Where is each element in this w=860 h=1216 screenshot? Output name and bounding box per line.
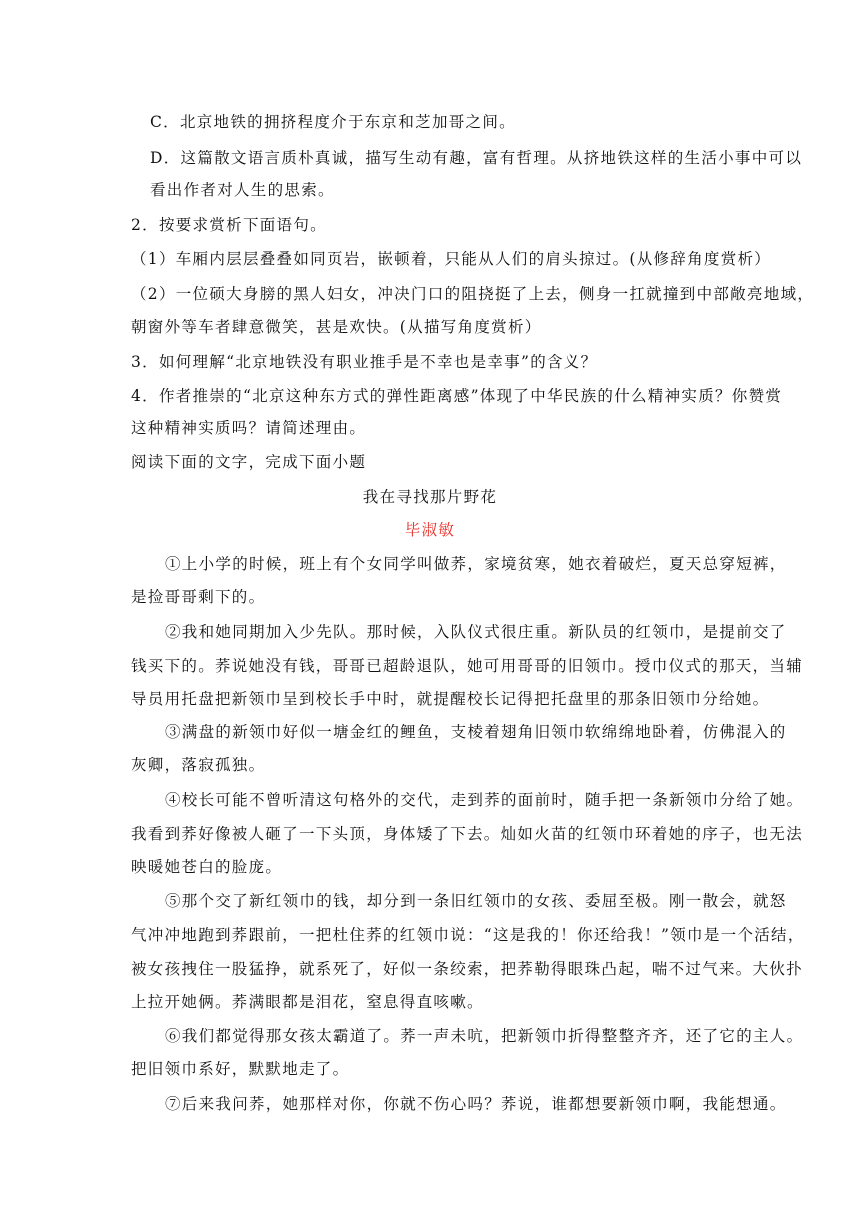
paragraph-4-line-3: 映暖她苍白的脸庞。 bbox=[131, 858, 283, 876]
question-2-part-2: （2）一位硕大身膀的黑人妇女，冲决门口的阻挠挺了上去，侧身一扛就撞到中部敞亮地域， bbox=[131, 285, 815, 303]
option-d-continued: 看出作者对人生的思索。 bbox=[150, 181, 335, 199]
paragraph-5: ⑤那个交了新红领巾的钱，却分到一条旧红领巾的女孩、委屈至极。刚一散会，就怒 bbox=[165, 892, 787, 910]
paragraph-7: ⑦后来我问荞，她那样对你，你就不伤心吗？荞说，谁都想要新领巾啊，我能想通。 bbox=[165, 1095, 787, 1113]
paragraph-5-line-3: 被女孩拽住一股猛挣，就系死了，好似一条绞索，把荞勒得眼珠凸起，喘不过气来。大伙扑 bbox=[131, 960, 804, 978]
paragraph-4: ④校长可能不曾听清这句格外的交代，走到荞的面前时，随手把一条新领巾分给了她。 bbox=[165, 791, 804, 809]
paragraph-1-continued: 是捡哥哥剩下的。 bbox=[131, 588, 266, 606]
article-title: 我在寻找那片野花 bbox=[362, 488, 498, 506]
paragraph-2-line-3: 导员用托盘把新领巾呈到校长手中时，就提醒校长记得把托盘里的那条旧领巾分给她。 bbox=[131, 690, 770, 708]
paragraph-6-continued: 把旧领巾系好，默默地走了。 bbox=[131, 1060, 350, 1078]
paragraph-3-continued: 灰卿，落寂孤独。 bbox=[131, 756, 266, 774]
option-c: C．北京地铁的拥挤程度介于东京和芝加哥之间。 bbox=[150, 113, 516, 131]
question-3: 3．如何理解“北京地铁没有职业推手是不幸也是幸事”的含义？ bbox=[131, 353, 598, 371]
reading-instruction: 阅读下面的文字，完成下面小题 bbox=[131, 453, 367, 471]
paragraph-4-line-2: 我看到荞好像被人砸了一下头顶，身体矮了下去。灿如火苗的红领巾环着她的序子，也无法 bbox=[131, 825, 804, 843]
paragraph-6: ⑥我们都觉得那女孩太霸道了。荞一声未吭，把新领巾折得整整齐齐，还了它的主人。 bbox=[165, 1027, 804, 1045]
paragraph-1: ①上小学的时候，班上有个女同学叫做荞，家境贫寒，她衣着破烂，夏天总穿短裤， bbox=[165, 555, 787, 573]
question-2: 2．按要求赏析下面语句。 bbox=[131, 216, 327, 234]
question-2-part-2-continued: 朝窗外等车者肆意微笑，甚是欢快。(从描写角度赏析） bbox=[131, 318, 542, 336]
paragraph-5-line-4: 上拉开她俩。荞满眼都是泪花，窒息得直咳嗽。 bbox=[131, 993, 484, 1011]
article-author: 毕淑敏 bbox=[404, 521, 456, 539]
paragraph-3: ③满盘的新领巾好似一塘金红的鲤鱼，支棱着翅角旧领巾软绵绵地卧着，仿佛混入的 bbox=[165, 723, 787, 741]
paragraph-5-line-2: 气冲冲地跑到荞跟前，一把杜住荞的红领巾说：“这是我的！你还给我！”领巾是一个活结， bbox=[131, 926, 805, 944]
option-d: D．这篇散文语言质朴真诚，描写生动有趣，富有哲理。从挤地铁这样的生活小事中可以 bbox=[150, 149, 803, 167]
question-4: 4．作者推崇的“北京这种东方式的弹性距离感”体现了中华民族的什么精神实质？你赞赏 bbox=[131, 387, 783, 405]
question-4-continued: 这种精神实质吗？请简述理由。 bbox=[131, 419, 367, 437]
question-2-part-1: （1）车厢内层层叠叠如同页岩，嵌顿着，只能从人们的肩头掠过。(从修辞角度赏析） bbox=[131, 250, 772, 268]
paragraph-2-line-2: 钱买下的。荞说她没有钱，哥哥已超龄退队，她可用哥哥的旧领巾。授巾仪式的那天，当辅 bbox=[131, 657, 804, 675]
paragraph-2: ②我和她同期加入少先队。那时候，入队仪式很庄重。新队员的红领巾，是提前交了 bbox=[165, 623, 787, 641]
